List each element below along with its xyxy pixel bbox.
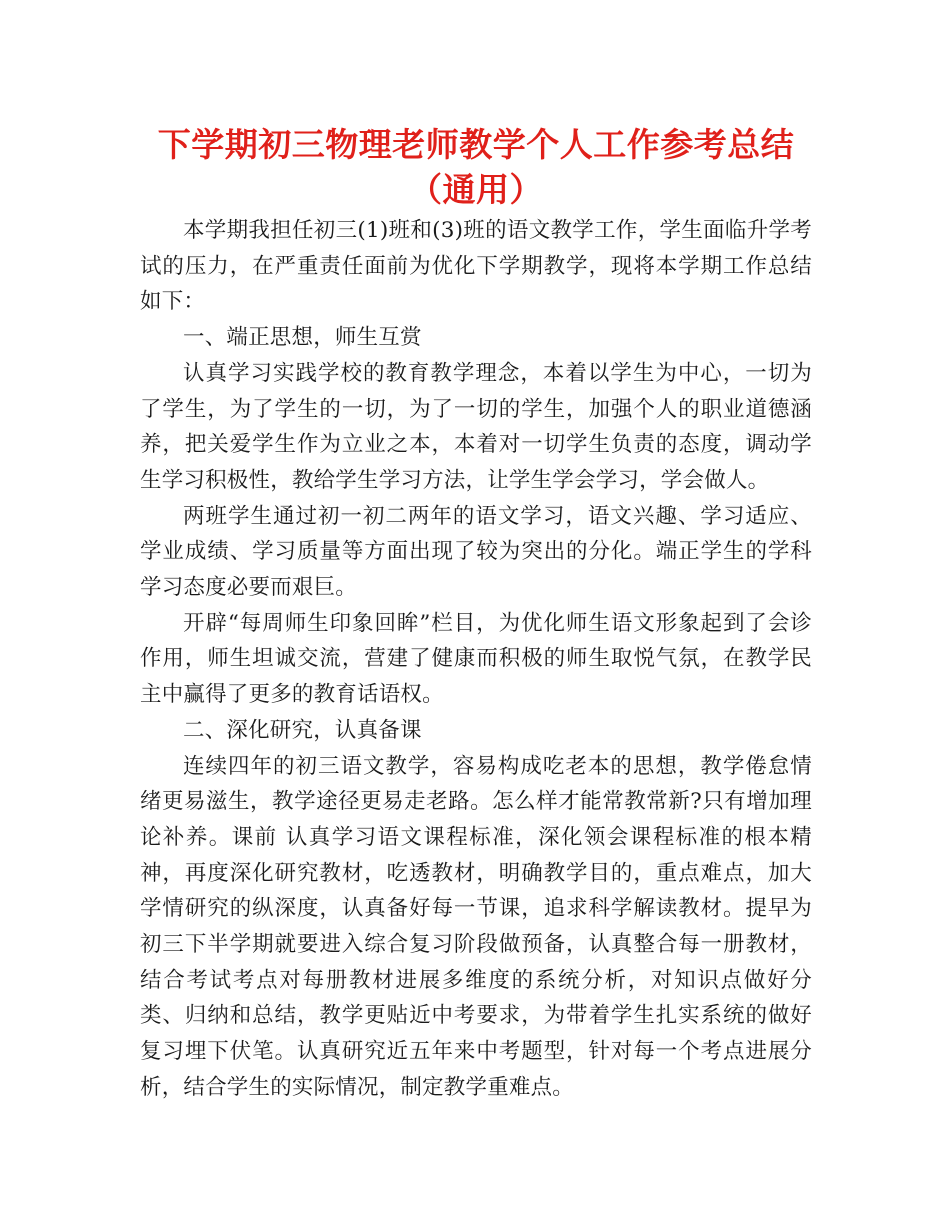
section-heading-1: 一、端正思想，师生互赏 (183, 325, 422, 351)
body-paragraph: 开辟“每周师生印象回眸”栏目，为优化师生语文形象起到了会诊作用，师生坦诚交流，营建了健康而积极的师生取悦气氛，在教学民主中赢得了更多的教育话语权。 (140, 610, 812, 708)
body-paragraph: 连续四年的初三语文教学，容易构成吃老本的思想，教学倦怠情绪更易滋生，教学途径更易走老路。怎么样才能常教常新?只有增加理论补养。课前 认真学习语文课程标准，深化领会课程标准的根本精神，再度深化研究教材，吃透教材，明确教学目的，重点难点，加大学情研究的纵深度，认真备好每一节课，追求科学解读教材。提早为初三下半学期就要进入综合复习阶段做预备，认真整合每一册教材，结合考试考点对每册教材进展多维度的系统分析，对知识点做好分类、归纳和总结，教学更贴近中考要求，为带着学生扎实系统的做好复习埋下伏笔。认真研究近五年来中考题型，针对每一个考点进展分析，结合学生的实际情况，制定教学重难点。 (140, 753, 812, 1100)
body-paragraph: 两班学生通过初一初二两年的语文学习，语文兴趣、学习适应、学业成绩、学习质量等方面出现了较为突出的分化。端正学生的学科学习态度必要而艰巨。 (140, 503, 812, 601)
intro-paragraph: 本学期我担任初三(1)班和(3)班的语文教学工作，学生面临升学考试的压力，在严重责任面前为优化下学期教学，现将本学期工作总结如下： (140, 218, 812, 315)
section-heading-2: 二、深化研究，认真备课 (183, 717, 422, 743)
document-title: 下学期初三物理老师教学个人工作参考总结（通用） (157, 125, 795, 209)
body-paragraph: 认真学习实践学校的教育教学理念，本着以学生为中心，一切为了学生，为了学生的一切，为了一切的学生，加强个人的职业道德涵养，把关爱学生作为立业之本，本着对一切学生负责的态度，调动学生学习积极性，教给学生学习方法，让学生学会学习，学会做人。 (140, 360, 812, 493)
document-page (140, 122, 812, 1106)
